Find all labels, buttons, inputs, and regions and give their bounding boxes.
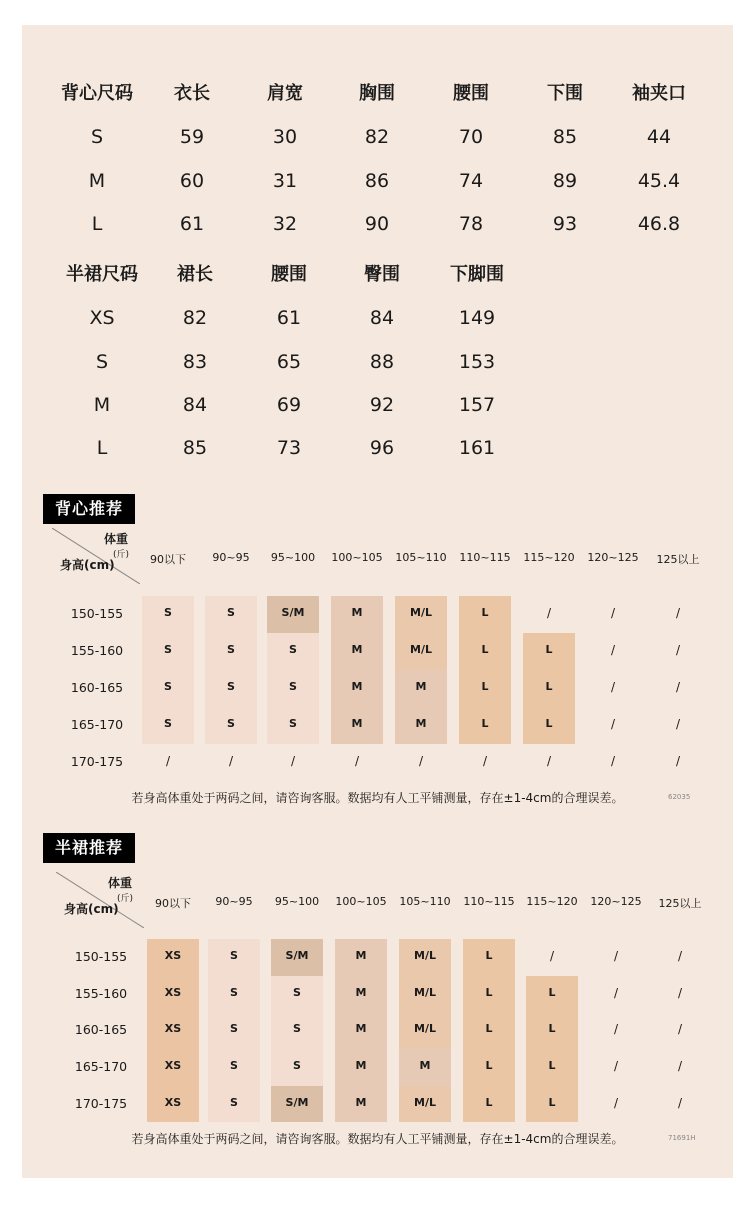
- vest_sizes-cell: 82: [364, 126, 390, 149]
- skirt_sizes-cell: 96: [369, 437, 395, 460]
- vest_sizes-cell: 46.8: [637, 212, 681, 235]
- vest_sizes-header-cell: 下围: [547, 83, 583, 104]
- vest_rec-size-cell: S: [164, 717, 172, 730]
- vest_rec-unavailable: /: [610, 680, 616, 694]
- vest_rec-size-cell: M: [351, 680, 363, 693]
- vest_sizes-header-cell: 衣长: [174, 83, 210, 104]
- skirt_rec-size-cell: L: [485, 949, 493, 962]
- vest_sizes-row: [22, 209, 733, 239]
- skirt_rec-size-cell: L: [548, 1022, 556, 1035]
- skirt_rec-size-cell: S/M: [285, 949, 309, 962]
- skirt_rec-unavailable: /: [677, 1096, 683, 1110]
- vest_sizes-cell: 86: [364, 169, 390, 192]
- skirt_rec-unavailable: /: [677, 1059, 683, 1073]
- vest_rec-diagonal-header: [52, 528, 140, 584]
- vest_rec-size-cell: L: [545, 680, 553, 693]
- vest_sizes-cell: S: [90, 126, 104, 149]
- vest_rec-size-cell: M/L: [410, 643, 432, 656]
- vest_rec-size-cell: S: [164, 680, 172, 693]
- skirt_rec-size-cell: M/L: [414, 1022, 436, 1035]
- skirt_rec-size-cell: XS: [164, 1059, 182, 1072]
- vest_rec-weight-header: 90~95: [212, 551, 250, 564]
- vest_sizes-cell: 90: [364, 212, 390, 235]
- vest-rec-note: 若身高体重处于两码之间，请咨询客服。数据均有人工平铺测量，存在±1-4cm的合理误差。: [131, 791, 624, 805]
- vest_sizes-cell: 44: [646, 126, 672, 149]
- vest_sizes-cell: M: [88, 169, 106, 192]
- skirt_rec-size-cell: M: [355, 1059, 367, 1072]
- skirt_rec-size-cell: XS: [164, 1096, 182, 1109]
- skirt_rec-size-cell: L: [548, 1096, 556, 1109]
- skirt-rec-code: 71691H: [668, 1134, 696, 1142]
- skirt_rec-weight-header: 90~95: [215, 895, 253, 908]
- vest_sizes-cell: 60: [179, 169, 205, 192]
- skirt_rec-size-cell: L: [548, 986, 556, 999]
- vest_rec-weight-header: 100~105: [331, 551, 383, 564]
- vest_rec-unavailable: /: [675, 680, 681, 694]
- vest_rec-height-header: 165-170: [70, 717, 124, 732]
- vest_sizes-row: [22, 166, 733, 196]
- vest_rec-unavailable: /: [482, 754, 488, 768]
- vest_rec-size-cell: L: [481, 606, 489, 619]
- vest_rec-size-cell: M: [351, 606, 363, 619]
- skirt_rec-size-cell: M: [355, 986, 367, 999]
- vest_rec-size-cell: S: [227, 680, 235, 693]
- vest_rec-size-cell: S: [164, 643, 172, 656]
- skirt_rec-weight-header: 125以上: [658, 897, 702, 910]
- skirt_rec-weight-header: 100~105: [335, 895, 387, 908]
- vest_rec-size-cell: M: [415, 717, 427, 730]
- skirt_rec-height-label: 身高(cm): [64, 902, 119, 916]
- vest_rec-unavailable: /: [675, 717, 681, 731]
- skirt_sizes-cell: 85: [182, 437, 208, 460]
- vest_sizes-cell: 85: [552, 126, 578, 149]
- skirt_rec-size-cell: S: [230, 1096, 238, 1109]
- skirt_sizes-cell: 149: [458, 307, 496, 330]
- vest-rec-code: 62035: [668, 793, 691, 801]
- skirt_rec-height-header: 165-170: [74, 1059, 128, 1074]
- vest_sizes-cell: 70: [458, 126, 484, 149]
- vest_sizes-cell: L: [91, 212, 103, 235]
- skirt_rec-unavailable: /: [677, 986, 683, 1000]
- skirt_rec-weight-unit: (斤): [117, 894, 134, 904]
- skirt_sizes-header-cell: 下脚围: [450, 264, 504, 285]
- skirt_rec-size-cell: S: [293, 1059, 301, 1072]
- skirt_sizes-row: [22, 390, 733, 420]
- skirt_rec-unavailable: /: [613, 986, 619, 1000]
- vest-rec-tag: 背心推荐: [43, 494, 135, 524]
- vest_rec-size-cell: L: [481, 680, 489, 693]
- skirt_sizes-cell: 84: [369, 307, 395, 330]
- skirt_rec-weight-header: 105~110: [399, 895, 451, 908]
- skirt_rec-size-cell: S: [293, 1022, 301, 1035]
- skirt_sizes-header-cell: 腰围: [271, 264, 307, 285]
- skirt_sizes-cell: 88: [369, 350, 395, 373]
- skirt_rec-size-cell: M: [355, 1096, 367, 1109]
- skirt_sizes-row: [22, 303, 733, 333]
- vest_sizes-cell: 78: [458, 212, 484, 235]
- skirt_sizes-cell: XS: [89, 307, 115, 330]
- vest_rec-unavailable: /: [354, 754, 360, 768]
- vest_rec-size-cell: L: [545, 643, 553, 656]
- vest_sizes-cell: 45.4: [637, 169, 681, 192]
- skirt_rec-size-cell: M: [419, 1059, 431, 1072]
- skirt_sizes-cell: M: [93, 393, 111, 416]
- vest_sizes-header-cell: 背心尺码: [61, 83, 133, 104]
- skirt_rec-size-cell: S/M: [285, 1096, 309, 1109]
- skirt_rec-size-cell: M/L: [414, 986, 436, 999]
- vest_rec-size-cell: L: [481, 717, 489, 730]
- vest_sizes-cell: 32: [272, 212, 298, 235]
- skirt_rec-size-cell: L: [485, 986, 493, 999]
- skirt_sizes-cell: 161: [458, 437, 496, 460]
- vest_rec-size-cell: M: [351, 643, 363, 656]
- skirt_sizes-cell: 73: [276, 437, 302, 460]
- vest_rec-height-header: 170-175: [70, 754, 124, 769]
- skirt_rec-size-cell: L: [485, 1022, 493, 1035]
- vest_rec-unavailable: /: [610, 717, 616, 731]
- skirt_rec-weight-label: 体重: [108, 876, 133, 890]
- skirt_rec-unavailable: /: [613, 1022, 619, 1036]
- skirt_rec-height-header: 155-160: [74, 986, 128, 1001]
- vest_rec-size-cell: S: [227, 606, 235, 619]
- vest_rec-weight-header: 125以上: [656, 553, 700, 566]
- vest_rec-unavailable: /: [228, 754, 234, 768]
- vest_rec-unavailable: /: [546, 606, 552, 620]
- skirt_rec-size-cell: XS: [164, 986, 182, 999]
- vest_rec-height-label: 身高(cm): [60, 558, 115, 572]
- skirt-rec-tag: 半裙推荐: [43, 833, 135, 863]
- skirt_sizes-row: [22, 433, 733, 463]
- skirt_rec-unavailable: /: [613, 1059, 619, 1073]
- vest_rec-unavailable: /: [610, 643, 616, 657]
- skirt_rec-unavailable: /: [613, 1096, 619, 1110]
- skirt_sizes-header-cell: 臀围: [364, 264, 400, 285]
- skirt_rec-size-cell: S: [230, 1022, 238, 1035]
- vest_rec-size-cell: M: [351, 717, 363, 730]
- vest_rec-weight-header: 95~100: [270, 551, 316, 564]
- skirt_rec-weight-header: 110~115: [463, 895, 515, 908]
- skirt_rec-unavailable: /: [549, 949, 555, 963]
- vest_rec-size-cell: S: [227, 643, 235, 656]
- skirt_sizes-cell: 65: [276, 350, 302, 373]
- vest_rec-size-cell: M/L: [410, 606, 432, 619]
- vest_rec-weight-header: 120~125: [587, 551, 639, 564]
- skirt_rec-size-cell: M/L: [414, 949, 436, 962]
- vest_sizes-header-row: [22, 79, 733, 109]
- skirt_rec-unavailable: /: [677, 1022, 683, 1036]
- size-chart-card: [22, 25, 733, 1178]
- vest_rec-unavailable: /: [165, 754, 171, 768]
- vest_sizes-cell: 59: [179, 126, 205, 149]
- vest_rec-weight-header: 110~115: [459, 551, 511, 564]
- skirt_sizes-cell: 92: [369, 393, 395, 416]
- skirt_rec-height-header: 150-155: [74, 949, 128, 964]
- skirt_sizes-cell: 69: [276, 393, 302, 416]
- vest_rec-size-cell: S: [289, 643, 297, 656]
- vest_sizes-cell: 74: [458, 169, 484, 192]
- skirt_sizes-cell: 61: [276, 307, 302, 330]
- vest_sizes-header-cell: 腰围: [453, 83, 489, 104]
- vest_sizes-cell: 61: [179, 212, 205, 235]
- vest_rec-weight-unit: (斤): [113, 550, 130, 560]
- vest_sizes-cell: 89: [552, 169, 578, 192]
- vest_rec-height-header: 155-160: [70, 643, 124, 658]
- vest_rec-size-cell: S: [227, 717, 235, 730]
- vest_rec-weight-header: 115~120: [523, 551, 575, 564]
- vest_rec-unavailable: /: [610, 754, 616, 768]
- skirt_sizes-cell: 82: [182, 307, 208, 330]
- skirt_rec-size-cell: S: [230, 949, 238, 962]
- vest_sizes-row: [22, 122, 733, 152]
- skirt_sizes-cell: 83: [182, 350, 208, 373]
- skirt_rec-size-cell: S: [293, 986, 301, 999]
- skirt_sizes-cell: 153: [458, 350, 496, 373]
- vest_sizes-header-cell: 肩宽: [267, 83, 303, 104]
- skirt_rec-unavailable: /: [677, 949, 683, 963]
- vest_sizes-cell: 93: [552, 212, 578, 235]
- vest_rec-weight-label: 体重: [104, 532, 129, 546]
- skirt_rec-size-cell: L: [485, 1096, 493, 1109]
- skirt_rec-size-cell: M: [355, 949, 367, 962]
- vest_rec-unavailable: /: [546, 754, 552, 768]
- skirt_rec-weight-header: 120~125: [590, 895, 642, 908]
- skirt_rec-height-header: 160-165: [74, 1022, 128, 1037]
- vest_sizes-header-cell: 胸围: [359, 83, 395, 104]
- vest_rec-size-cell: S/M: [281, 606, 305, 619]
- vest_rec-height-header: 160-165: [70, 680, 124, 695]
- vest_rec-unavailable: /: [610, 606, 616, 620]
- vest_rec-size-cell: L: [481, 643, 489, 656]
- vest_sizes-header-cell: 袖夹口: [632, 83, 686, 104]
- skirt_rec-unavailable: /: [613, 949, 619, 963]
- skirt_rec-weight-header: 115~120: [526, 895, 578, 908]
- skirt_rec-size-cell: L: [485, 1059, 493, 1072]
- skirt_rec-size-cell: L: [548, 1059, 556, 1072]
- skirt_sizes-header-row: [22, 260, 733, 290]
- vest_rec-height-header: 150-155: [70, 606, 124, 621]
- skirt_rec-size-cell: XS: [164, 1022, 182, 1035]
- vest_rec-size-cell: M: [415, 680, 427, 693]
- vest_rec-unavailable: /: [418, 754, 424, 768]
- vest_rec-unavailable: /: [290, 754, 296, 768]
- skirt_rec-weight-header: 90以下: [155, 897, 191, 910]
- skirt_sizes-cell: L: [96, 437, 108, 460]
- skirt_rec-size-cell: XS: [164, 949, 182, 962]
- skirt_sizes-cell: 84: [182, 393, 208, 416]
- skirt_rec-height-header: 170-175: [74, 1096, 128, 1111]
- skirt_sizes-cell: 157: [458, 393, 496, 416]
- vest_rec-weight-header: 90以下: [150, 553, 186, 566]
- vest_rec-weight-header: 105~110: [395, 551, 447, 564]
- vest_sizes-cell: 30: [272, 126, 298, 149]
- vest_rec-size-cell: L: [545, 717, 553, 730]
- vest_rec-size-cell: S: [164, 606, 172, 619]
- vest_rec-size-cell: S: [289, 717, 297, 730]
- skirt_sizes-cell: S: [95, 350, 109, 373]
- skirt_rec-size-cell: M: [355, 1022, 367, 1035]
- vest_rec-unavailable: /: [675, 606, 681, 620]
- vest_rec-unavailable: /: [675, 643, 681, 657]
- vest_rec-size-cell: S: [289, 680, 297, 693]
- skirt-rec-note: 若身高体重处于两码之间，请咨询客服。数据均有人工平铺测量，存在±1-4cm的合理误差。: [131, 1132, 624, 1146]
- skirt_rec-diagonal-header: [56, 872, 144, 928]
- vest_sizes-cell: 31: [272, 169, 298, 192]
- skirt_rec-size-cell: S: [230, 986, 238, 999]
- skirt_rec-weight-header: 95~100: [274, 895, 320, 908]
- skirt_sizes-header-cell: 裙长: [177, 264, 213, 285]
- skirt_rec-size-cell: S: [230, 1059, 238, 1072]
- skirt_sizes-row: [22, 347, 733, 377]
- skirt_rec-size-cell: M/L: [414, 1096, 436, 1109]
- vest_rec-unavailable: /: [675, 754, 681, 768]
- skirt_sizes-header-cell: 半裙尺码: [66, 264, 138, 285]
